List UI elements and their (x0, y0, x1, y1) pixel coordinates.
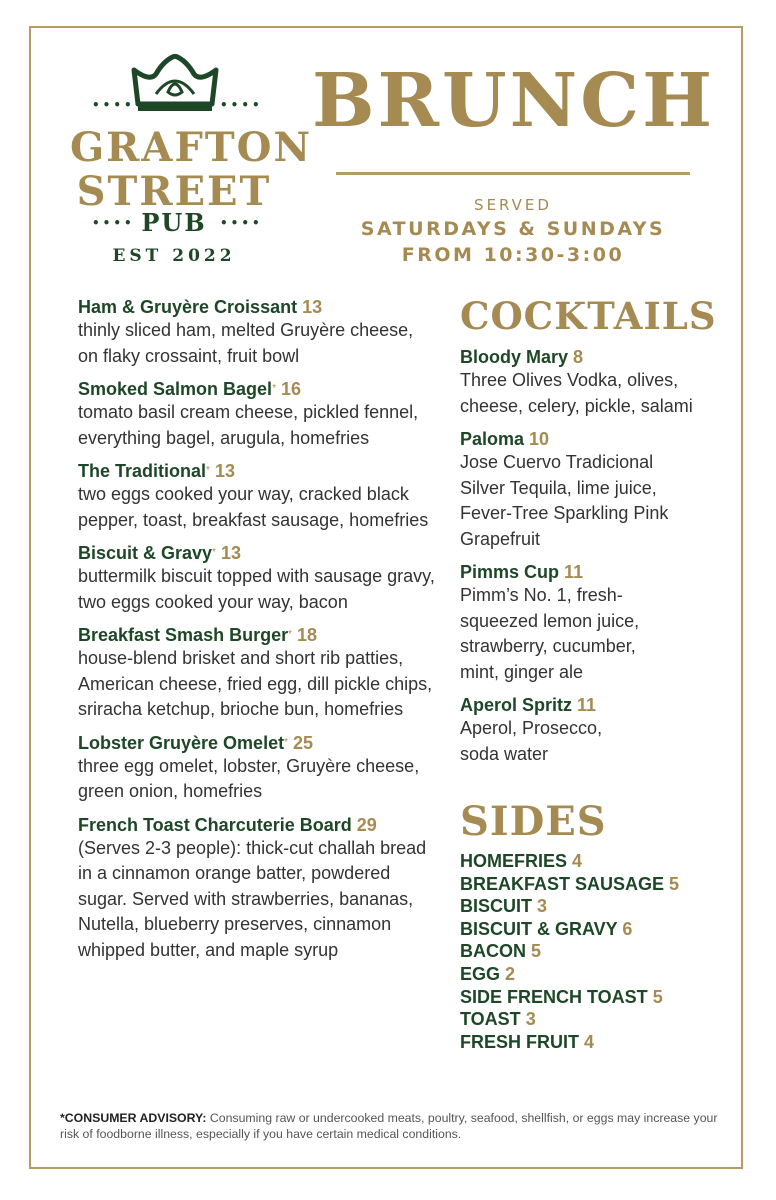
logo-street: STREET (76, 168, 272, 215)
side-price: 4 (572, 851, 583, 871)
food-item (78, 460, 438, 533)
side-item (460, 1031, 730, 1054)
logo-dots-right-2: •••• (220, 216, 263, 230)
side-price: 5 (652, 986, 663, 1007)
side-price: 4 (584, 1031, 595, 1052)
side-name: TOAST (460, 1009, 521, 1030)
side-item (460, 895, 730, 918)
side-item (460, 850, 730, 873)
cocktail-name: Aperol Spritz (460, 695, 573, 715)
food-item-name: Smoked Salmon Bagel (78, 379, 273, 399)
food-item (78, 732, 438, 805)
advisory-text: Consuming raw or undercooked meats, poultry, seafood, shellfish, or eggs may increase your risk of foodborne illness, especially if you have certain medical conditions. (60, 1111, 718, 1141)
food-item-star: * (206, 465, 210, 476)
food-item (78, 624, 438, 723)
side-price: 6 (622, 918, 633, 939)
food-item (78, 814, 438, 964)
sides-section (460, 796, 730, 1053)
side-price: 5 (531, 941, 542, 962)
side-name: BISCUIT (460, 896, 532, 917)
side-name: EGG (460, 963, 501, 984)
cocktail-price: 8 (573, 347, 584, 367)
cocktail-price: 11 (564, 562, 584, 582)
side-item (460, 918, 730, 941)
side-name: SIDE FRENCH TOAST (460, 986, 648, 1007)
logo-dots-left: •••• (92, 98, 135, 112)
sides-title: SIDES (460, 798, 607, 845)
food-list (78, 296, 438, 972)
cocktail-desc: Aperol, Prosecco, soda water (460, 718, 603, 764)
side-item (460, 940, 730, 963)
cocktail-name: Paloma (460, 429, 525, 449)
logo-dots-left-2: •••• (92, 216, 135, 230)
food-item-name: Breakfast Smash Burger (78, 625, 289, 645)
side-name: HOMEFRIES (460, 851, 568, 871)
side-name: BISCUIT & GRAVY (460, 918, 618, 939)
food-item-desc: two eggs cooked your way, cracked black pepper, toast, breakfast sausage, homefries (78, 484, 429, 530)
food-item-name: The Traditional (78, 461, 207, 481)
food-item-price: 13 (220, 543, 242, 563)
cocktail-price: 10 (529, 429, 550, 449)
food-item (78, 296, 438, 369)
cocktail-name: Bloody Mary (460, 347, 569, 367)
logo-grafton: GRAFTON (70, 124, 313, 171)
side-price: 3 (525, 1009, 536, 1030)
food-item-desc: house-blend brisket and short rib patties, American cheese, fried egg, dill pickle chips, sriracha ketchup, brioche bun, homefries (78, 648, 433, 719)
side-name: BACON (460, 941, 526, 962)
food-item-desc: three egg omelet, lobster, Gruyère cheese, green onion, homefries (78, 755, 420, 801)
food-item-desc: tomato basil cream cheese, pickled fennel, everything bagel, arugula, homefries (78, 402, 419, 448)
food-item-desc: (Serves 2-3 people): thick-cut challah bread in a cinnamon orange batter, powdered sugar. Served with strawberries, bananas, Nutella, blueberry preserves, cinnamon whipped butter, and maple syrup (78, 837, 427, 960)
food-item-price: 25 (293, 732, 314, 753)
title-divider (336, 172, 690, 175)
food-item-star: * (212, 547, 216, 558)
crown-icon (130, 54, 220, 114)
logo-est: EST 2022 (112, 246, 236, 266)
consumer-advisory (60, 1110, 720, 1142)
food-item-price: 18 (297, 625, 318, 645)
cocktail-item (460, 694, 730, 767)
side-item (460, 1008, 730, 1031)
food-item-price: 13 (214, 461, 235, 481)
grafton-street-pub-logo (70, 50, 313, 280)
food-item-name: Ham & Gruyère Croissant (78, 297, 298, 317)
cocktail-item (460, 346, 730, 419)
cocktails-title: COCKTAILS (460, 294, 717, 338)
food-item-name: Lobster Gruyère Omelet (78, 732, 285, 753)
side-item (460, 873, 730, 896)
food-item (78, 378, 438, 451)
food-item (78, 542, 438, 615)
side-item (460, 963, 730, 986)
food-item-name: French Toast Charcuterie Board (78, 814, 352, 835)
cocktail-item (460, 561, 730, 685)
side-item (460, 986, 730, 1009)
cocktail-name: Pimms Cup (460, 562, 560, 582)
logo-dots-right: •••• (220, 98, 263, 112)
side-price: 5 (669, 873, 680, 894)
food-item-star: * (284, 736, 288, 748)
served-label: SERVED (474, 196, 552, 214)
side-price: 2 (505, 963, 516, 984)
cocktail-desc: Jose Cuervo Tradicional Silver Tequila, lime juice, Fever-Tree Sparkling Pink Grapefruit (460, 452, 669, 549)
side-name: FRESH FRUIT (460, 1031, 579, 1052)
cocktails-section (460, 292, 730, 776)
food-item-star: * (288, 629, 292, 640)
food-item-desc: thinly sliced ham, melted Gruyère cheese, on flaky crossaint, fruit bowl (78, 320, 414, 366)
side-price: 3 (537, 896, 548, 917)
side-name: BREAKFAST SAUSAGE (460, 873, 665, 894)
cocktail-desc: Three Olives Vodka, olives, cheese, celery, pickle, salami (460, 370, 693, 416)
page-title: BRUNCH (312, 58, 716, 144)
food-item-star: * (272, 383, 276, 394)
food-item-price: 29 (356, 814, 377, 835)
served-days: SATURDAYS & SUNDAYS (360, 218, 666, 240)
food-item-desc: buttermilk biscuit topped with sausage gravy, two eggs cooked your way, bacon (78, 566, 435, 612)
food-item-price: 16 (280, 379, 302, 399)
logo-pub: PUB (141, 208, 207, 237)
cocktail-desc: Pimm’s No. 1, fresh-squeezed lemon juice, strawberry, cucumber, mint, ginger ale (460, 585, 640, 682)
advisory-label: *CONSUMER ADVISORY: (60, 1111, 207, 1125)
cocktail-item (460, 428, 730, 552)
served-hours: FROM 10:30-3:00 (401, 244, 625, 266)
cocktail-price: 11 (577, 695, 597, 715)
food-item-price: 13 (302, 297, 323, 317)
food-item-name: Biscuit & Gravy (78, 543, 213, 563)
